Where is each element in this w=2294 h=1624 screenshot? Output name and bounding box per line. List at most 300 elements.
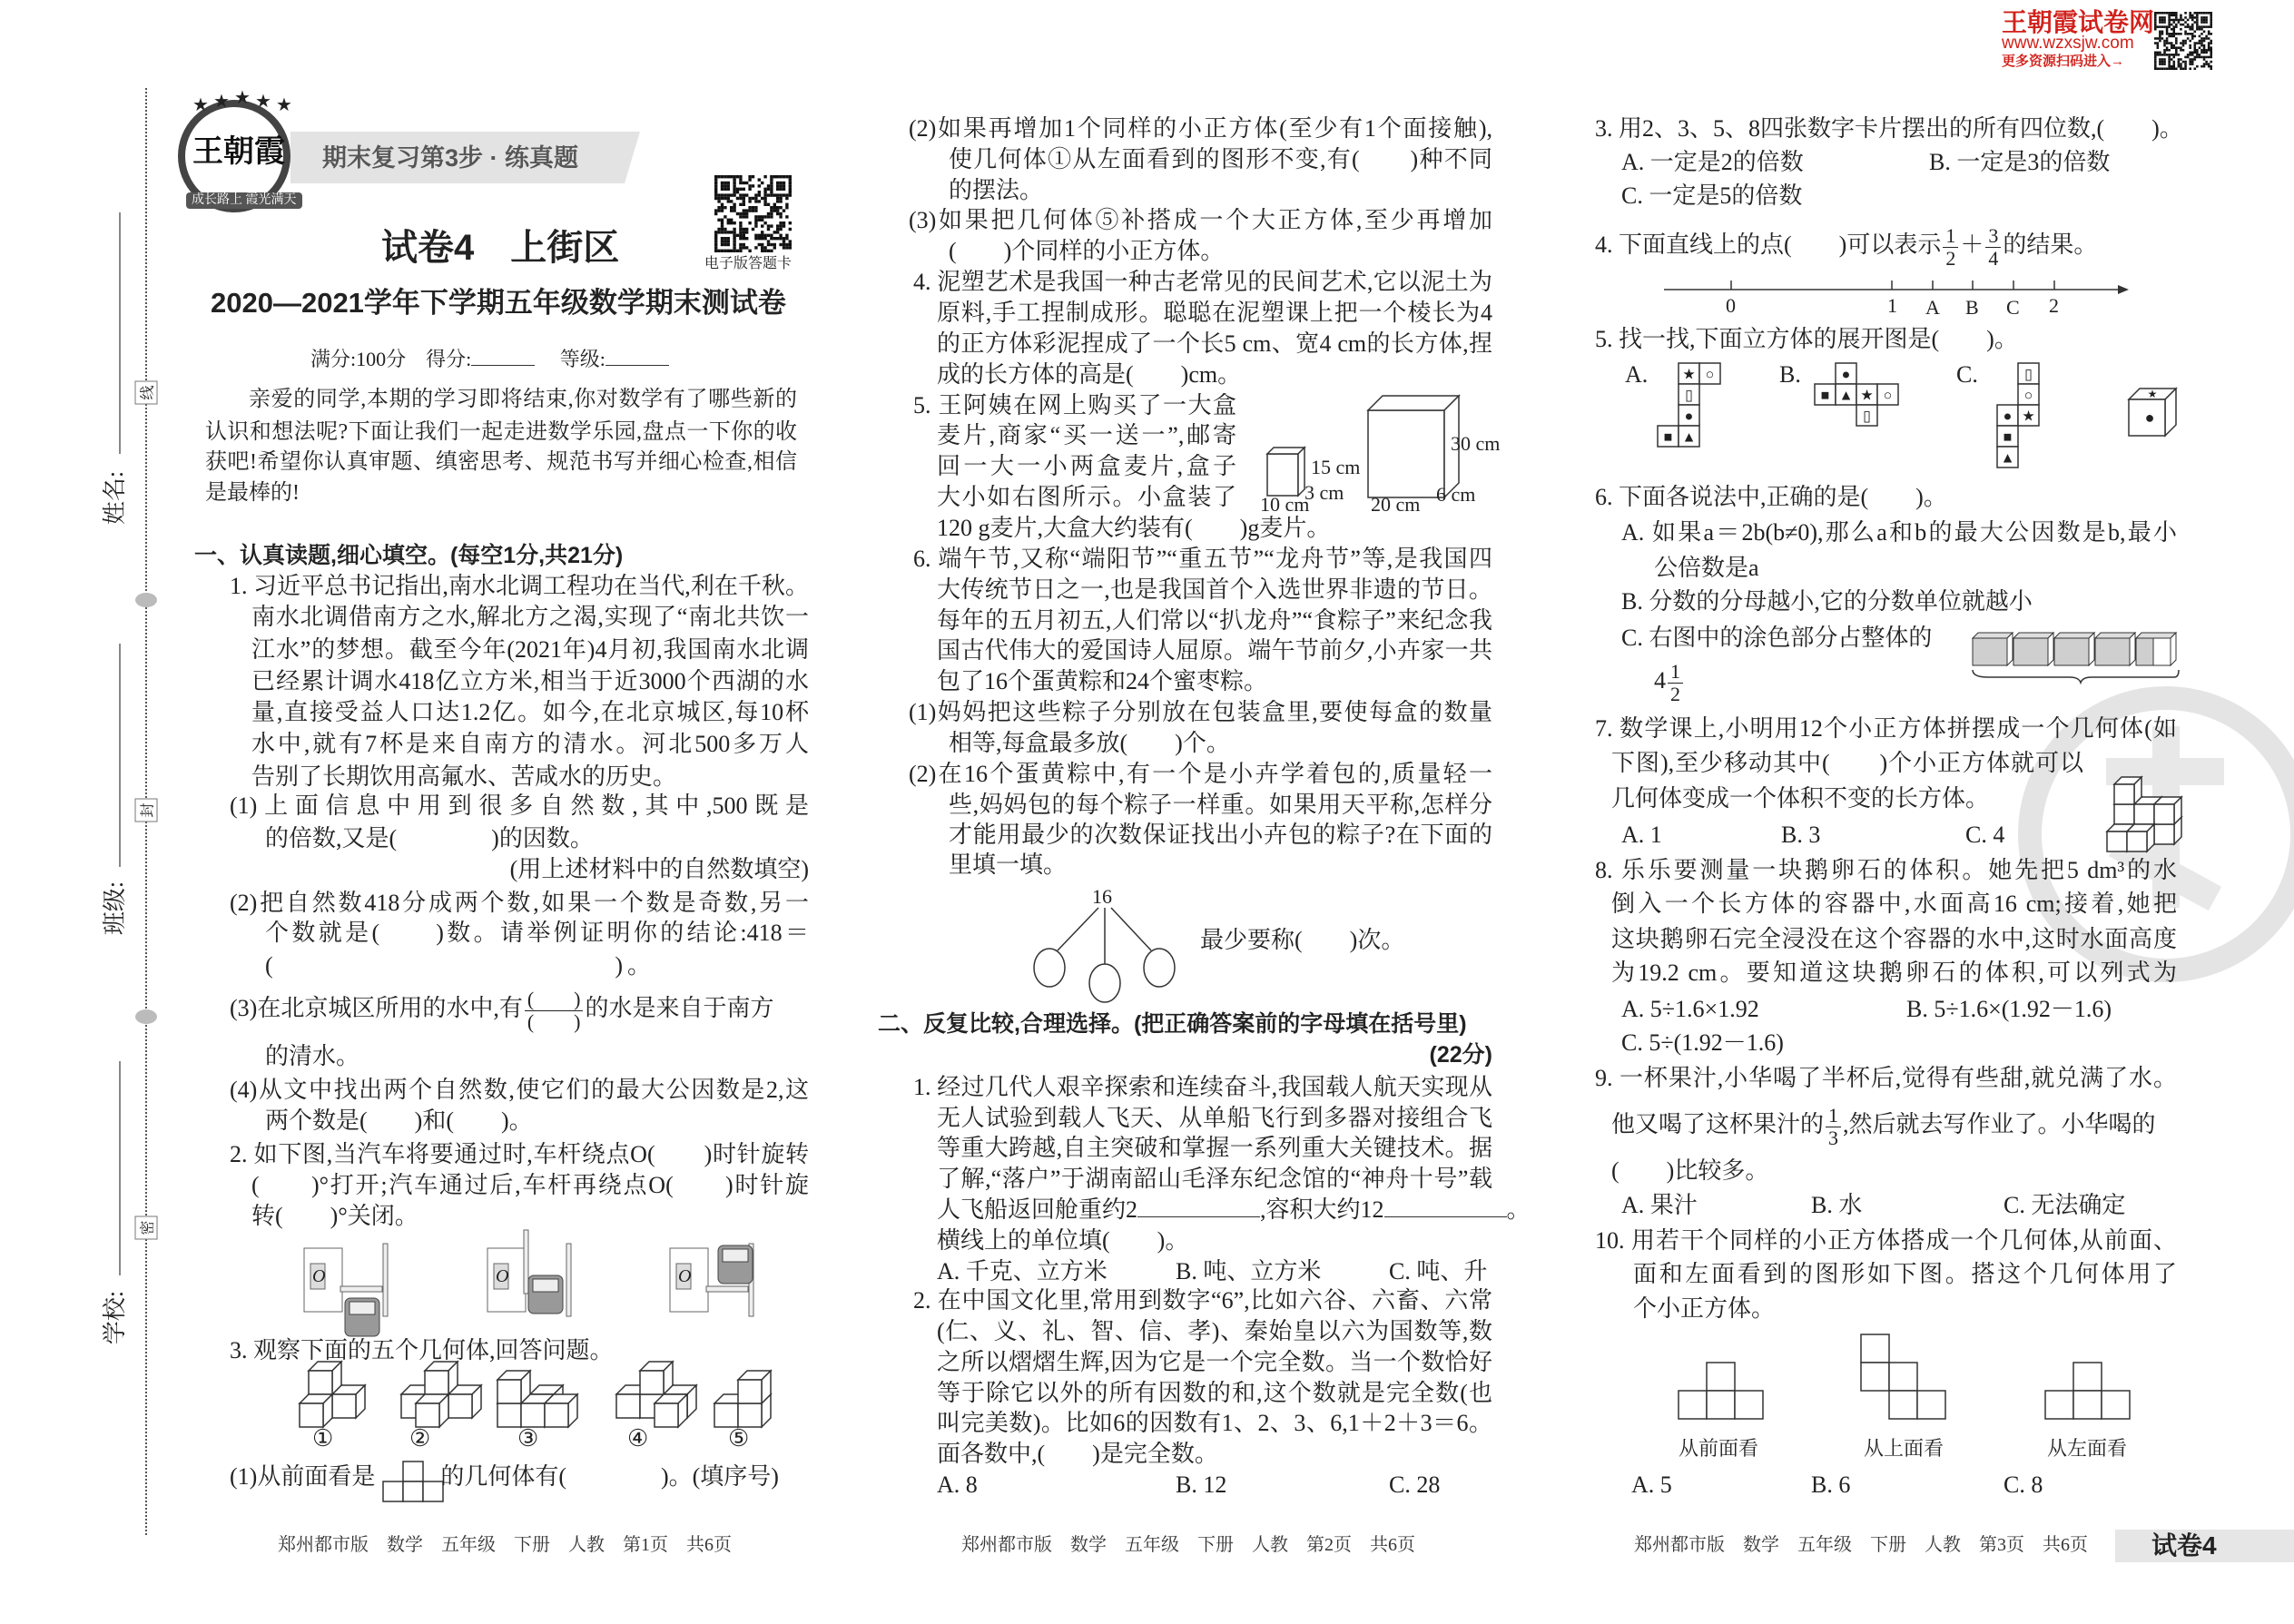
- qr-module: [758, 243, 761, 246]
- qr-module: [2194, 12, 2197, 15]
- qr-module: [2208, 25, 2210, 28]
- option-b[interactable]: B. 5÷1.6×(1.92－1.6): [1906, 996, 2112, 1022]
- qr-module: [2175, 67, 2178, 70]
- qr-module: [2161, 19, 2164, 22]
- cube-front: [545, 1403, 568, 1427]
- qr-module: [743, 212, 745, 215]
- qr-module: [2208, 44, 2210, 47]
- qr-module: [2168, 65, 2171, 68]
- qr-module: [2171, 65, 2173, 68]
- q5-small-box-height: 15 cm: [1311, 456, 1361, 478]
- qr-module: [783, 246, 785, 249]
- qr-module: [714, 184, 717, 187]
- grade-field[interactable]: [605, 343, 669, 366]
- option-a[interactable]: A. 一定是2的倍数: [1621, 149, 1804, 175]
- qr-module: [783, 221, 785, 224]
- qr-module: [2154, 15, 2157, 17]
- paper-tag: 试卷4: [2151, 1531, 2217, 1560]
- seal-mark-feng: 封: [135, 798, 158, 822]
- qr-module: [2189, 40, 2191, 43]
- qr-module: [2159, 40, 2161, 43]
- qr-module: [2154, 16, 2157, 19]
- qr-module: [2180, 15, 2182, 17]
- face-symbol-icon: ▯: [2024, 367, 2033, 383]
- fraction-three-quarters: $\frac{3}{4}$: [1985, 225, 2001, 270]
- s2-q9-line: [1611, 1100, 2156, 1149]
- qr-module: [714, 188, 717, 191]
- qr-module: [748, 188, 751, 191]
- qr-module: [763, 191, 766, 193]
- qr-module: [743, 200, 745, 202]
- qr-module: [2166, 49, 2169, 52]
- qr-module: [2168, 42, 2171, 44]
- qr-module: [789, 182, 792, 184]
- qr-module: [2196, 56, 2199, 59]
- qr-module: [2159, 37, 2161, 40]
- qr-module: [2200, 37, 2203, 40]
- s2-q2-line: 2. 在中国文化里,常用到数字“6”,比如六谷、六畜、六常: [913, 1287, 1492, 1314]
- qr-module: [748, 250, 751, 252]
- qr-module: [763, 215, 766, 218]
- qr-module: [2172, 19, 2175, 22]
- cube-front: [640, 1371, 664, 1394]
- qr-module: [745, 193, 748, 196]
- option-b[interactable]: B. 吨、立方米: [1176, 1258, 1322, 1284]
- qr-module: [2203, 40, 2206, 43]
- page-footer: 郑州都市版 数学 五年级 下册 人教 第3页 共6页: [1634, 1535, 2088, 1555]
- qr-module: [2175, 54, 2178, 56]
- q5-line: 回一大一小两盒麦片,盒子: [937, 453, 1236, 479]
- class-label: 班级:: [102, 881, 129, 936]
- qr-module: [2187, 33, 2190, 35]
- qr-module: [770, 234, 773, 237]
- star-icon: ★: [192, 95, 209, 115]
- qr-module: [2161, 67, 2164, 70]
- q1-line: 1. 习近平总书记指出,南水北调工程功在当代,利在千秋。: [230, 573, 809, 599]
- option-b[interactable]: B. 3: [1781, 822, 1821, 848]
- qr-module: [761, 231, 763, 233]
- qr-module: [2178, 19, 2181, 22]
- qr-module: [745, 246, 748, 249]
- bar-block-side: [2007, 633, 2013, 665]
- bar-block-shaded: [2013, 638, 2048, 665]
- qr-module: [733, 209, 735, 212]
- qr-module: [776, 212, 779, 215]
- qr-module: [789, 188, 792, 191]
- unit-blank[interactable]: [1137, 1195, 1260, 1217]
- s2-q10-line: 个小正方体。: [1633, 1295, 1776, 1322]
- face-symbol-icon: ●: [1841, 367, 1851, 383]
- qr-module: [770, 224, 773, 227]
- qr-module: [2182, 24, 2185, 26]
- car-windshield: [533, 1279, 558, 1292]
- face-symbol-icon: ●: [2144, 408, 2155, 427]
- s2-q8-line: 为19.2 cm。要知道这块鹅卵石的体积,可以列式为: [1611, 960, 2177, 986]
- qr-module: [2189, 12, 2191, 15]
- option-a[interactable]: A. 千克、立方米: [937, 1258, 1108, 1284]
- car-windshield: [723, 1249, 748, 1262]
- option-c[interactable]: C.: [1956, 361, 1978, 388]
- qr-module: [2196, 21, 2199, 24]
- qr-module: [2163, 19, 2166, 22]
- option-c[interactable]: C. 5÷(1.92－1.6): [1621, 1029, 1784, 1056]
- s2-q1-line: 1. 经过几代人艰辛探索和连续奋斗,我国载人航天实现从: [913, 1074, 1492, 1100]
- qr-module: [2159, 21, 2161, 24]
- qr-module: [2178, 46, 2181, 49]
- qr-module: [2203, 19, 2206, 22]
- qr-module: [739, 250, 742, 252]
- qr-module: [739, 182, 742, 184]
- qr-module: [763, 237, 766, 240]
- qr-module: [767, 224, 770, 227]
- qr-module: [2210, 12, 2212, 15]
- qr-module: [748, 184, 751, 187]
- qr-module: [745, 231, 748, 233]
- qr-module: [2205, 25, 2208, 28]
- whole-part: 4: [1654, 667, 1666, 694]
- qr-module: [779, 182, 782, 184]
- s2-q4-text: 4. 下面直线上的点( )可以表示: [1595, 231, 1942, 258]
- solid-label: ①: [312, 1425, 334, 1452]
- qr-module: [2175, 33, 2178, 35]
- qr-module: [785, 203, 788, 206]
- qr-module: [2203, 56, 2206, 59]
- qr-module: [763, 175, 766, 178]
- qr-module: [2154, 67, 2157, 70]
- full-score: 满分:100分: [310, 348, 407, 370]
- qr-module: [2154, 21, 2157, 24]
- qr-module: [2161, 25, 2164, 28]
- option-a[interactable]: A.: [1625, 361, 1649, 388]
- s2-q7-line: 下图),至少移动其中( )个小正方体就可以: [1611, 750, 2083, 776]
- qr-module: [730, 221, 733, 224]
- qr-module: [2159, 54, 2161, 56]
- qr-module: [743, 188, 745, 191]
- qr-module: [2168, 54, 2171, 56]
- s2-q1-line: 横线上的单位填( )。: [937, 1227, 1189, 1254]
- qr-module: [761, 250, 763, 252]
- qr-module: [2171, 19, 2173, 22]
- qr-module: [754, 197, 757, 200]
- qr-module: [2189, 46, 2191, 49]
- qr-module: [2175, 16, 2178, 19]
- option-b[interactable]: B. 12: [1176, 1471, 1227, 1498]
- qr-module: [2187, 56, 2190, 59]
- s2-q9-line: ( )比较多。: [1611, 1157, 1769, 1184]
- gate-point-label: O: [496, 1266, 509, 1286]
- qr-module: [767, 203, 770, 206]
- qr-module: [2178, 21, 2181, 24]
- intro-line: 认识和想法呢?下面让我们一起走进数学乐园,盘点一下你的收: [205, 420, 797, 444]
- page-footer: 郑州都市版 数学 五年级 下册 人教 第1页 共6页: [278, 1535, 732, 1555]
- face-symbol-icon: ▲: [1681, 429, 1697, 446]
- q5-small-box-depth: 3 cm: [1305, 481, 1344, 504]
- s2-q2-line: 叫完美数)。比如6的因数有1、2、3、6,1＋2＋3＝6。: [937, 1410, 1492, 1436]
- qr-module: [2172, 63, 2175, 65]
- option-c[interactable]: C. 4: [1965, 822, 2005, 848]
- bar-block-side: [2089, 633, 2094, 665]
- qr-module: [2159, 63, 2161, 65]
- page-footer: 郑州都市版 数学 五年级 下册 人教 第2页 共6页: [961, 1535, 1415, 1555]
- view-label-left: 从左面看: [2047, 1437, 2128, 1460]
- q1-4-line: 两个数是( )和( )。: [265, 1107, 533, 1134]
- qr-module: [733, 228, 735, 231]
- face-symbol-icon: ○: [1883, 388, 1893, 404]
- bar-block-top: [2013, 633, 2053, 638]
- qr-module: [754, 215, 757, 218]
- qr-module: [717, 193, 720, 196]
- q5-big-box-height: 30 cm: [1451, 432, 1501, 455]
- qr-module: [727, 175, 730, 178]
- solid-label: ④: [627, 1425, 649, 1452]
- qr-module: [761, 246, 763, 249]
- s2-q1-line: 了解,“落户”于湖南韶山毛泽东纪念馆的“神舟十号”载: [937, 1166, 1492, 1192]
- qr-module: [754, 200, 757, 202]
- site-name: 王朝霞试卷网: [2002, 8, 2155, 36]
- number-line-label-c: C: [2006, 296, 2020, 319]
- binding-hole-icon: [135, 1009, 157, 1024]
- site-url[interactable]: www.wzxsjw.com: [2002, 34, 2134, 53]
- qr-module: [773, 206, 776, 209]
- option-a[interactable]: A. 果汁: [1621, 1192, 1698, 1218]
- qr-module: [754, 206, 757, 209]
- option-c[interactable]: C. 8: [2004, 1471, 2043, 1498]
- q3-2-line: (2)如果再增加1个同样的小正方体(至少有1个面接触),: [909, 115, 1492, 142]
- qr-module: [2208, 56, 2210, 59]
- q1-3-text: (3)在北京城区所用的水中,有: [230, 995, 523, 1021]
- s2-q6-line: 6. 下面各说法中,正确的是( )。: [1595, 484, 1947, 510]
- qr-module: [714, 212, 717, 215]
- qr-module: [2203, 44, 2206, 47]
- qr-module: [2196, 19, 2199, 22]
- seal-mark-xian: 线: [135, 380, 158, 404]
- qr-module: [2172, 67, 2175, 70]
- qr-module: [776, 188, 779, 191]
- site-hint: 更多资源扫码进入→: [2002, 54, 2125, 69]
- qr-module: [743, 234, 745, 237]
- qr-module: [2205, 12, 2208, 15]
- qr-module: [2210, 25, 2212, 28]
- qr-module: [2178, 65, 2181, 68]
- section1-heading: 一、认真读题,细心填空。(每空1分,共21分): [194, 543, 624, 568]
- q1-2-line: 个数就是( )数。请举例证明你的结论:418＝: [265, 920, 809, 946]
- qr-module: [2199, 35, 2201, 38]
- qr-module: [2200, 65, 2203, 68]
- face-symbol-icon: ▯: [1863, 408, 1871, 425]
- qr-module: [2189, 33, 2191, 35]
- bar-block-top: [1973, 633, 2013, 638]
- qr-module: [2161, 12, 2164, 15]
- qr-module: [758, 219, 761, 221]
- qr-module: [2168, 61, 2171, 64]
- qr-module: [754, 224, 757, 227]
- qr-module: [779, 228, 782, 231]
- qr-module: [2172, 35, 2175, 38]
- blank-fraction[interactable]: [525, 989, 584, 1033]
- qr-module: [2175, 25, 2178, 28]
- s2-q7-line: 7. 数学课上,小明用12个小正方体拼摆成一个几何体(如: [1595, 715, 2177, 742]
- qr-module: [2159, 52, 2161, 54]
- qr-module: [2203, 37, 2206, 40]
- number-line-label-b: B: [1965, 296, 1979, 319]
- qr-module: [783, 237, 785, 240]
- qr-module: [2203, 65, 2206, 68]
- option-a[interactable]: A. 5: [1631, 1471, 1672, 1498]
- qr-module: [2168, 67, 2171, 70]
- qr-module: [736, 234, 739, 237]
- qr-module: [714, 246, 717, 249]
- qr-module: [2200, 19, 2203, 22]
- bar-block-shaded: [2054, 638, 2089, 665]
- qr-module: [2189, 52, 2191, 54]
- qr-module: [2194, 52, 2197, 54]
- option-c[interactable]: C. 右图中的涂色部分占整体的: [1621, 625, 1933, 651]
- fraction-numerator: ( ): [525, 989, 584, 1011]
- qr-module: [745, 212, 748, 215]
- qr-module: [2175, 37, 2178, 40]
- qr-module: [724, 175, 726, 178]
- option-b[interactable]: B.: [1779, 361, 1801, 388]
- brand-slogan: 成长路上 霞光满天: [186, 192, 302, 209]
- face-symbol-icon: ▲: [2000, 450, 2015, 467]
- s2-q3-line: 3. 用2、3、5、8四张数字卡片摆出的所有四位数,( )。: [1595, 115, 2183, 142]
- qr-module: [743, 228, 745, 231]
- qr-module: [733, 246, 735, 249]
- option-b[interactable]: B. 6: [1811, 1471, 1851, 1498]
- q1-3-line: [230, 985, 774, 1033]
- left-view: [2045, 1391, 2073, 1419]
- qr-module: [779, 200, 782, 202]
- cube-front: [2114, 804, 2134, 824]
- qr-module: [770, 182, 773, 184]
- qr-module: [767, 193, 770, 196]
- qr-module: [2205, 49, 2208, 52]
- q5-line: 麦片,商家“买一送一”,邮寄: [937, 422, 1236, 448]
- qr-module: [2200, 42, 2203, 44]
- qr-module: [2196, 25, 2199, 28]
- score-field[interactable]: [471, 343, 535, 366]
- qr-module: [783, 182, 785, 184]
- qr-module: [2200, 12, 2203, 15]
- qr-module: [773, 209, 776, 212]
- option-b[interactable]: B. 分数的分母越小,它的分数单位就越小: [1621, 588, 2033, 615]
- qr-module: [727, 193, 730, 196]
- unit-blank[interactable]: [1384, 1195, 1507, 1217]
- qr-module: [727, 200, 730, 202]
- qr-module: [739, 246, 742, 249]
- qr-module: [2194, 67, 2197, 70]
- qr-module: [743, 237, 745, 240]
- q5-line: 大小如右图所示。小盒装了: [937, 484, 1236, 510]
- qr-module: [2182, 19, 2185, 22]
- binding-hole-icon: [135, 593, 157, 607]
- qr-module: [763, 193, 766, 196]
- qr-module: [779, 237, 782, 240]
- qr-module: [2172, 33, 2175, 35]
- qr-module: [767, 240, 770, 242]
- option-a[interactable]: A. 8: [937, 1471, 978, 1498]
- qr-module: [2203, 25, 2206, 28]
- qr-module: [2184, 30, 2187, 33]
- qr-module: [779, 224, 782, 227]
- qr-module: [770, 215, 773, 218]
- option-c[interactable]: C. 无法确定: [2004, 1192, 2126, 1218]
- qr-module: [743, 243, 745, 246]
- qr-module: [2161, 33, 2164, 35]
- option-a[interactable]: A. 5÷1.6×1.92: [1621, 996, 1759, 1022]
- qr-module: [721, 206, 724, 209]
- front-view: [1679, 1391, 1707, 1419]
- bar-block-shaded: [2095, 638, 2130, 665]
- q6-line: 6. 端午节,又称“端阳节”“重五节”“龙舟节”等,是我国四: [913, 546, 1492, 572]
- option-b[interactable]: B. 一定是3的倍数: [1929, 149, 2111, 175]
- qr-module: [758, 200, 761, 202]
- qr-module: [789, 246, 792, 249]
- qr-module: [2163, 25, 2166, 28]
- qr-module: [2175, 40, 2178, 43]
- qr-module: [2182, 44, 2185, 47]
- qr-module: [2154, 63, 2157, 65]
- qr-module: [724, 206, 726, 209]
- qr-module: [783, 184, 785, 187]
- qr-module: [2208, 30, 2210, 33]
- q4-line: 的正方体彩泥捏成了一个长5 cm、宽4 cm的长方体,捏: [937, 330, 1492, 357]
- qr-module: [2163, 49, 2166, 52]
- bar-block-top: [2136, 633, 2176, 638]
- qr-module: [776, 228, 779, 231]
- qr-module: [743, 203, 745, 206]
- qr-module: [721, 182, 724, 184]
- qr-module: [721, 209, 724, 212]
- qr-module: [763, 221, 766, 224]
- qr-module: [779, 175, 782, 178]
- qr-module: [733, 203, 735, 206]
- option-a[interactable]: A. 1: [1621, 822, 1662, 848]
- answer-circle: [1089, 964, 1120, 1002]
- qr-module: [748, 200, 751, 202]
- qr-module: [761, 243, 763, 246]
- qr-module: [733, 182, 735, 184]
- qr-module: [783, 175, 785, 178]
- qr-module: [754, 221, 757, 224]
- option-c[interactable]: C. 一定是5的倍数: [1621, 182, 1803, 209]
- qr-module: [2196, 15, 2199, 17]
- qr-module: [724, 197, 726, 200]
- qr-module: [724, 243, 726, 246]
- s2-q1-line: [937, 1195, 1531, 1225]
- qr-module: [2189, 16, 2191, 19]
- qr-module: [2210, 65, 2212, 68]
- qr-module: [2205, 37, 2208, 40]
- s2-q9-line: 9. 一杯果汁,小华喝了半杯后,觉得有些甜,就兑满了水。: [1595, 1065, 2177, 1091]
- qr-module: [2210, 46, 2212, 49]
- option-a[interactable]: A. 如果a＝2b(b≠0),那么a和b的最大公因数是b,最小: [1621, 519, 2177, 546]
- qr-module: [721, 197, 724, 200]
- option-c[interactable]: C. 28: [1389, 1471, 1441, 1498]
- option-b[interactable]: B. 水: [1811, 1192, 1863, 1218]
- qr-module: [748, 175, 751, 178]
- q3-1-text: (1)从前面看是: [230, 1463, 376, 1490]
- qr-module: [767, 234, 770, 237]
- qr-module: [2171, 28, 2173, 31]
- bar-block-side: [2130, 633, 2135, 665]
- box-front: [1267, 454, 1298, 496]
- left-view: [2073, 1391, 2102, 1419]
- star-icon: ★: [255, 92, 271, 112]
- option-c[interactable]: C. 吨、升: [1389, 1258, 1488, 1284]
- qr-module: [776, 197, 779, 200]
- qr-module: [2172, 21, 2175, 24]
